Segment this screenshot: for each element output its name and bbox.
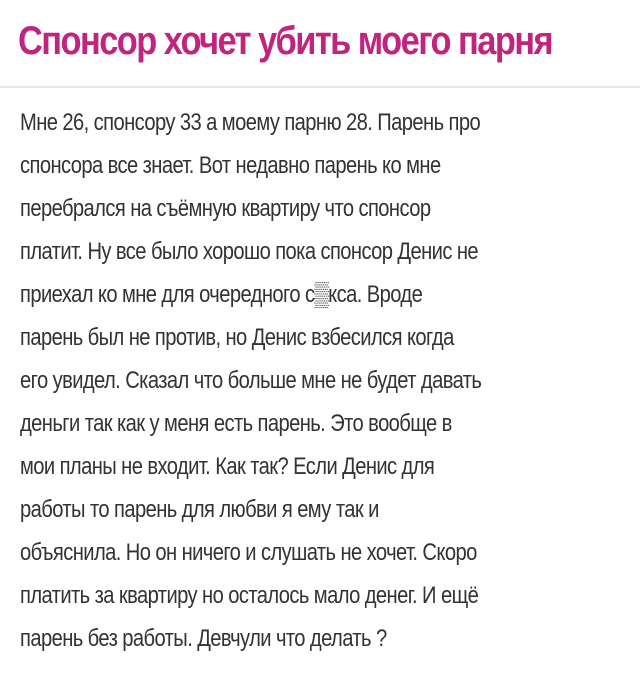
- post-body-line: спонсора все знает. Вот недавно парень ко мне: [20, 152, 441, 179]
- post-body-line: деньги так как у меня есть парень. Это вообще в: [20, 410, 452, 437]
- post-body-line: работы то парень для любви я ему так и: [20, 496, 379, 523]
- post-body-line: приехал ко мне для очередного с▒кса. Вроде: [20, 281, 423, 308]
- post-body-line: Мне 26, спонсору 33 а моему парню 28. Парень про: [20, 109, 481, 136]
- post-title: Спонсор хочет убить моего парня: [18, 19, 553, 63]
- title-divider: [0, 86, 640, 88]
- post-body-line: платить за квартиру но осталось мало денег. И ещё: [20, 582, 479, 609]
- post-body-line: парень был не против, но Денис взбесился когда: [20, 324, 454, 351]
- post-body: [20, 101, 608, 660]
- post-body-line: перебрался на съёмную квартиру что спонсор: [20, 195, 431, 222]
- post-body-line: объяснила. Но он ничего и слушать не хочет. Скоро: [20, 539, 477, 566]
- post-body-line: мои планы не входит. Как так? Если Денис для: [20, 453, 435, 480]
- post-body-line: платит. Ну все было хорошо пока спонсор Денис не: [20, 238, 479, 265]
- post-body-line: его увидел. Сказал что больше мне не будет давать: [20, 367, 482, 394]
- post-body-line: парень без работы. Девчули что делать ?: [20, 625, 387, 652]
